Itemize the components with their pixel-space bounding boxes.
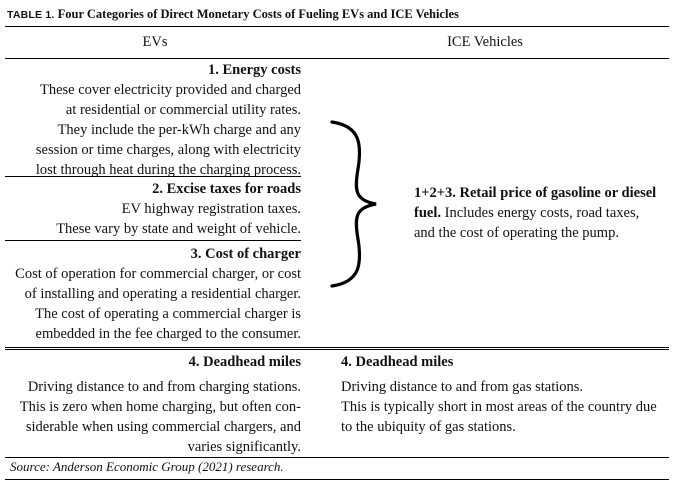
ev-excise-heading: 2. Excise taxes for roads	[152, 181, 301, 197]
ice-combined-heading-cont: fuel.	[414, 205, 441, 221]
ev-energy-line: at residential or commercial utility rates.	[65, 102, 301, 118]
ev-divider	[5, 176, 301, 177]
ev-deadhead-line: This is zero when home charging, but often con-	[19, 399, 301, 415]
ice-deadhead-line: This is typically short in most areas of the country due	[341, 399, 657, 415]
ev-energy-line: These cover electricity provided and charged	[39, 82, 301, 98]
ev-divider	[5, 240, 301, 241]
ev-energy-line: session or time charges, along with electricity	[35, 142, 301, 158]
ice-combined-text: and the cost of operating the pump.	[414, 225, 619, 241]
ev-deadhead-line: siderable when using commercial chargers, and	[25, 419, 301, 435]
ev-excise-line: These vary by state and weight of vehicle.	[56, 221, 301, 237]
ev-charger-line: embedded in the fee charged to the consumer.	[35, 326, 301, 342]
ice-deadhead-heading: 4. Deadhead miles	[341, 354, 454, 370]
deadhead-row-rule	[5, 347, 669, 350]
ev-charger-line: Cost of operation for commercial charger, or cost	[15, 266, 301, 282]
ev-deadhead-line: varies significantly.	[187, 439, 301, 455]
column-header-ice: ICE Vehicles	[447, 34, 523, 50]
top-rule	[5, 26, 669, 27]
table-caption	[7, 7, 459, 22]
ev-deadhead-line: Driving distance to and from charging stations.	[27, 379, 301, 395]
ice-deadhead-line: Driving distance to and from gas stations.	[341, 379, 584, 395]
table-label: TABLE 1.	[7, 9, 55, 21]
ev-charger-cost-cell	[5, 244, 301, 344]
bottom-rule	[5, 479, 669, 480]
source-note: Source: Anderson Economic Group (2021) research.	[10, 459, 284, 474]
ev-excise-taxes-cell	[5, 179, 301, 239]
column-header-evs: EVs	[142, 34, 168, 50]
ev-energy-costs-cell	[5, 60, 301, 180]
curly-brace-icon	[316, 114, 386, 294]
ice-combined-text: Includes energy costs, road taxes,	[444, 205, 640, 221]
ice-combined-heading: 1+2+3. Retail price of gasoline or diesel	[414, 185, 657, 201]
ev-excise-line: EV highway registration taxes.	[121, 201, 301, 217]
ice-retail-price-cell	[414, 183, 674, 243]
ev-energy-heading: 1. Energy costs	[207, 62, 301, 78]
ev-deadhead-cell	[5, 377, 301, 457]
ice-deadhead-line: to the ubiquity of gas stations.	[341, 419, 516, 435]
ev-energy-line: lost through heat during the charging process.	[35, 162, 301, 178]
source-rule	[5, 457, 669, 458]
header-rule	[5, 58, 669, 59]
ev-charger-heading: 3. Cost of charger	[190, 246, 301, 262]
ev-charger-line: The cost of operating a commercial charger is	[35, 306, 301, 322]
table-title: Four Categories of Direct Monetary Costs of Fueling EVs and ICE Vehicles	[57, 7, 459, 21]
ev-charger-line: of installing and operating a residential charger.	[24, 286, 301, 302]
ev-deadhead-heading: 4. Deadhead miles	[188, 354, 301, 370]
ice-deadhead-cell	[341, 377, 671, 437]
ev-energy-line: They include the per-kWh charge and any	[57, 122, 301, 138]
